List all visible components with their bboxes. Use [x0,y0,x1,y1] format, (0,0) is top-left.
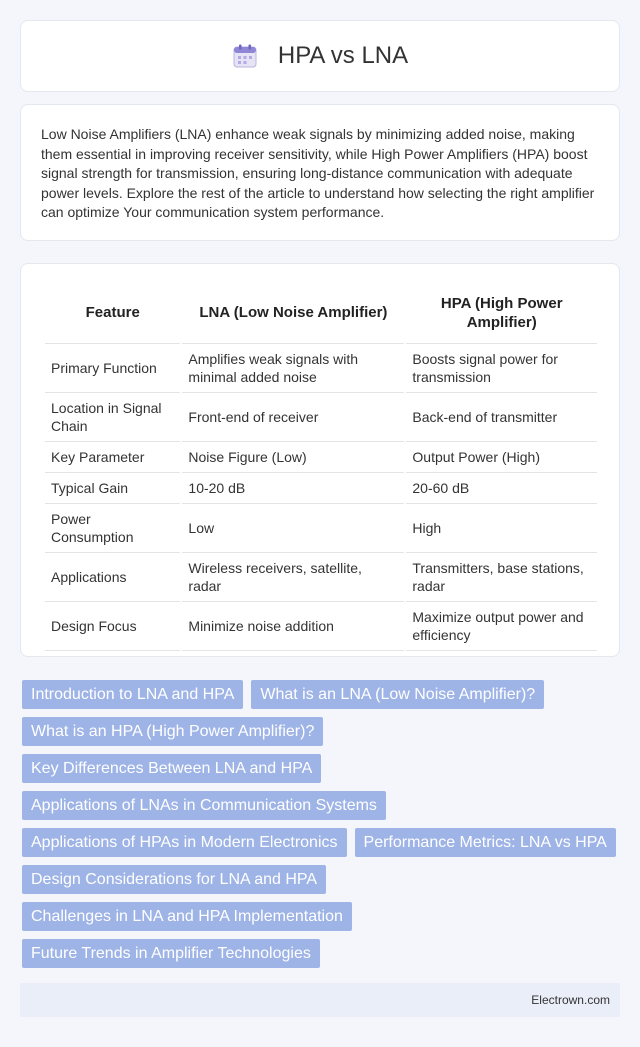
tag-link[interactable]: Applications of LNAs in Communication Systems [22,791,386,820]
table-row [45,442,597,473]
table-cell: Front-end of receiver [182,393,404,442]
table-cell: Design Focus [45,602,180,651]
tag-link[interactable]: Challenges in LNA and HPA Implementation [22,902,352,931]
tag-link[interactable]: Future Trends in Amplifier Technologies [22,939,320,968]
table-row [45,602,597,651]
tag-link[interactable]: Introduction to LNA and HPA [22,680,243,709]
topic-tags [22,680,622,976]
table-cell: Primary Function [45,344,180,393]
table-header-row [45,282,597,344]
comparison-table [43,282,599,651]
calendar-icon [232,43,258,69]
table-cell: Power Consumption [45,504,180,553]
table-cell: Transmitters, base stations, radar [406,553,597,602]
table-cell: Typical Gain [45,473,180,504]
table-row [45,344,597,393]
table-header: HPA (High Power Amplifier) [406,282,597,344]
table-cell: Applications [45,553,180,602]
intro-text: Low Noise Amplifiers (LNA) enhance weak signals by minimizing added noise, making them essential in improving receiver sensitivity, while High Power Amplifiers (HPA) boost signal strength for transmission, ensuring long-distance communication with adequate power levels. Explore the rest of the article to understand how selecting the right amplifier can optimize Your communication system performance. [41,126,595,220]
table-cell: Maximize output power and efficiency [406,602,597,651]
table-cell: High [406,504,597,553]
table-cell: Back-end of transmitter [406,393,597,442]
table-row [45,473,597,504]
table-row [45,393,597,442]
page-title: HPA vs LNA [277,42,409,69]
header-card [20,20,620,92]
table-row [45,504,597,553]
table-cell: Amplifies weak signals with minimal added noise [182,344,404,393]
comparison-table-card [20,263,620,657]
table-cell: Minimize noise addition [182,602,404,651]
table-cell: 20-60 dB [406,473,597,504]
table-cell: Output Power (High) [406,442,597,473]
table-row [45,553,597,602]
table-cell: Noise Figure (Low) [182,442,404,473]
table-header: Feature [45,282,180,344]
tag-link[interactable]: Applications of HPAs in Modern Electronics [22,828,347,857]
footer [20,983,620,1017]
tag-link[interactable]: Design Considerations for LNA and HPA [22,865,326,894]
table-cell: Boosts signal power for transmission [406,344,597,393]
tag-link[interactable]: Performance Metrics: LNA vs HPA [355,828,616,857]
table-cell: 10-20 dB [182,473,404,504]
tag-link[interactable]: What is an HPA (High Power Amplifier)? [22,717,323,746]
tag-link[interactable]: What is an LNA (Low Noise Amplifier)? [251,680,544,709]
tag-link[interactable]: Key Differences Between LNA and HPA [22,754,321,783]
footer-site-link[interactable]: Electrown.com [531,993,610,1007]
table-header: LNA (Low Noise Amplifier) [182,282,404,344]
table-cell: Location in Signal Chain [45,393,180,442]
table-cell: Key Parameter [45,442,180,473]
table-cell: Low [182,504,404,553]
table-cell: Wireless receivers, satellite, radar [182,553,404,602]
intro-card [20,104,620,241]
